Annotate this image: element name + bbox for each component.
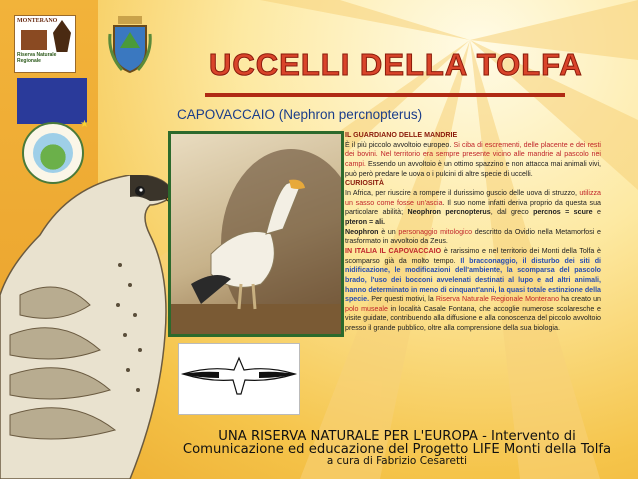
- page-title: UCCELLI DELLA TOLFA: [209, 47, 583, 82]
- falcon-illustration: [0, 175, 180, 479]
- text-span-bold: pteron = ali.: [345, 217, 386, 226]
- footer-line-2: Comunicazione ed educazione del Progetto LIFE Monti della Tolfa: [182, 442, 612, 457]
- species-description: [345, 131, 601, 334]
- logo-reserve-name: MONTERANO: [17, 18, 58, 24]
- text-span-highlight: Si ciba di escrementi, delle placente e dei resti dei bovini. Nel territorio era sempre presente vicino alle mandrie al pascolo nei campi.: [345, 140, 601, 168]
- flight-silhouette-icon: [179, 344, 299, 414]
- logo-reserve-caption: Riserva Naturale Regionale: [17, 52, 57, 64]
- text-span-bold: percnos = scure: [533, 208, 593, 217]
- text-span-bold: Neophron percnopterus: [407, 208, 491, 217]
- monterano-reserve-logo: [14, 15, 76, 73]
- text-span: In Africa, per riuscire a rompere il durissimo guscio delle uova di struzzo,: [345, 188, 580, 197]
- text-span: è rarissimo e nel territorio dei Monti della Tolfa è scomparso già da molto tempo.: [345, 246, 602, 265]
- text-span-highlight: Il bracconaggio, il disturbo dei siti di nidificazione, le modificazioni dell'ambiente, la scomparsa del pascolo brado, l'uso dei bocconi avvelenati destinati al lupo e ad altri animali, hanno determinato in meno di cinquant'anni, la quasi totale estinzione della specie.: [345, 256, 601, 304]
- footer-line-1: UNA RISERVA NATURALE PER L'EUROPA - Intervento di: [218, 429, 576, 444]
- text-span: Per questi motivi, la: [369, 295, 436, 304]
- paragraph-italy: [345, 247, 601, 334]
- text-span: descritto da Ovidio nella Metamorfosi e trasformato in avvoltoio da Zeus.: [345, 227, 601, 246]
- castle-icon: [21, 30, 47, 50]
- title-underline: [205, 93, 565, 97]
- text-span: Essendo un avvoltoio è un ottimo spazzino e non attacca mai animali vivi, può però predare le uova o i pulcini di altre specie di uccelli.: [345, 159, 601, 178]
- text-span-heading: IN ITALIA IL CAPOVACCAIO: [345, 246, 442, 255]
- star-icon: ★: [80, 119, 89, 130]
- vulture-photo: [168, 131, 344, 337]
- text-span-highlight: utilizza un sasso come fosse un'ascia: [345, 188, 601, 207]
- flight-silhouette-sketch: [178, 343, 300, 415]
- text-span-highlight: polo museale: [345, 304, 388, 313]
- text-span: in località Casale Fontana, che accoglie numerose scolaresche e visite guidate, contribuendo alla diffusione e alla conoscenza del piccolo avvoltoio presso il grande pubblico, oltre alla comprensione della sua biologia.: [345, 304, 601, 333]
- text-span-highlight: personaggio mitologico: [398, 227, 473, 236]
- text-span: È il più piccolo avvoltoio europeo.: [345, 140, 454, 149]
- footer-line-3: a cura di Fabrizio Cesaretti: [326, 455, 468, 467]
- landscape-icon: [33, 133, 73, 173]
- species-subtitle: CAPOVACCAIO (Nephron percnopterus): [177, 107, 423, 122]
- text-span: , dal greco: [490, 208, 534, 217]
- text-span-bold: Neophron: [345, 227, 379, 236]
- heading-guardian: IL GUARDIANO DELLE MANDRIE: [345, 131, 458, 139]
- text-span: e: [592, 208, 601, 217]
- paragraph-curiosity: [345, 189, 601, 228]
- municipal-crest-icon: [108, 14, 152, 74]
- paragraph-myth: [345, 228, 601, 247]
- text-span: è un: [378, 227, 399, 236]
- vulture-icon: [53, 20, 71, 52]
- eu-flag-icon: [17, 78, 89, 130]
- text-span: . Il suo nome infatti deriva proprio da questa sua particolare abilità;: [345, 198, 601, 217]
- vulture-photo-drawing: [171, 134, 341, 334]
- text-span: ha creato un: [559, 295, 601, 304]
- text-span-highlight: Riserva Naturale Regionale Monterano: [435, 295, 560, 304]
- paragraph-intro: [345, 141, 601, 180]
- footer-credits: [160, 430, 634, 467]
- heading-curiosity: CURIOSITÀ: [345, 179, 385, 188]
